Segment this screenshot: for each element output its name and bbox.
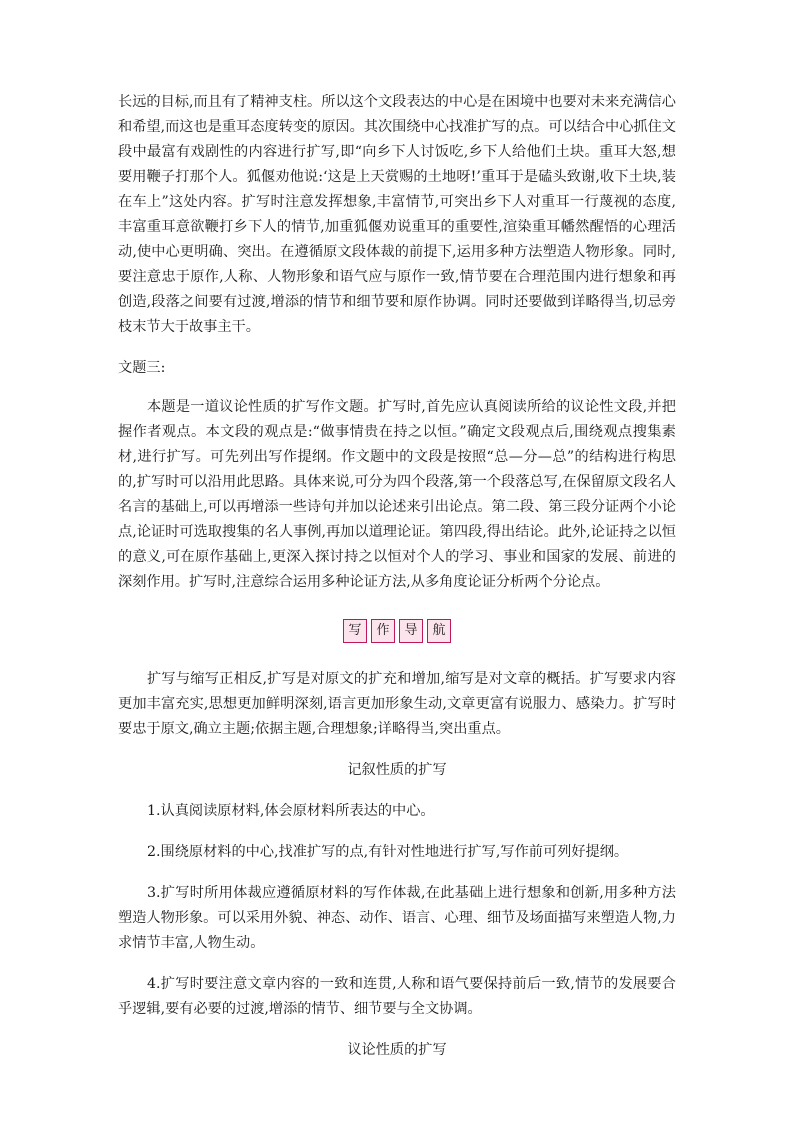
- narrative-item-2: 2.围绕原材料的中心,找准扩写的点,有针对性地进行扩写,写作前可列好提纲。: [147, 844, 629, 860]
- narrative-item-1: 1.认真阅读原材料,体会原材料所表达的中心。: [147, 803, 435, 819]
- banner-char: 写: [343, 619, 367, 643]
- banner-char: 作: [371, 619, 395, 643]
- narrative-expansion-heading: 记叙性质的扩写: [347, 762, 447, 778]
- banner-char: 导: [399, 619, 423, 643]
- writing-guide-banner: [118, 619, 676, 647]
- narrative-item-3: 3.扩写时所用体裁应遵循原材料的写作体裁,在此基础上进行想象和创新,用多种方法塑造人物形象。可以采用外貌、神态、动作、语言、心理、细节及场面描写来塑造人物,力求情节丰富,人物生动。: [118, 885, 676, 951]
- topic-3-analysis-paragraph: 本题是一道议论性质的扩写作文题。扩写时,首先应认真阅读所给的议论性文段,并把握作者观点。本文段的观点是:“做事情贵在持之以恒。”确定文段观点后,围绕观点搜集素材,进行扩写。可先列出写作提纲。作文题中的文段是按照“总—分—总”的结构进行构思的,扩写时可以沿用此思路。具体来说,可分为四个段落,第一个段落总写,在保留原文段名人名言的基础上,可以再增添一些诗句并加以论述来引出论点。第二段、第三段分证两个小论点,论证时可选取搜集的名人事例,再加以道理论证。第四段,得出结论。此外,论证持之以恒的意义,可在原作基础上,更深入探讨持之以恒对个人的学习、事业和国家的发展、前进的深刻作用。扩写时,注意综合运用多种论证方法,从多角度论证分析两个分论点。: [118, 399, 676, 590]
- narrative-item-4: 4.扩写时要注意文章内容的一致和连贯,人称和语气要保持前后一致,情节的发展要合乎逻辑,要有必要的过渡,增添的情节、细节要与全文协调。: [118, 976, 676, 1017]
- guide-intro-paragraph: 扩写与缩写正相反,扩写是对原文的扩充和增加,缩写是对文章的概括。扩写要求内容更加丰富充实,思想更加鲜明深刻,语言更加形象生动,文章更富有说服力、感染力。扩写时要忠于原文,确立主题;依据主题,合理想象;详略得当,突出重点。: [118, 671, 676, 737]
- analysis-paragraph-continued: 长远的目标,而且有了精神支柱。所以这个文段表达的中心是在困境中也要对未来充满信心和希望,而这也是重耳态度转变的原因。其次围绕中心找准扩写的点。可以结合中心抓住文段中最富有戏剧性的内容进行扩写,即“向乡下人讨饭吃,乡下人给他们土块。重耳大怒,想要用鞭子打那个人。狐偃劝他说:‘这是上天赏赐的土地呀!’重耳于是磕头致谢,收下土块,装在车上”这处内容。扩写时注意发挥想象,丰富情节,可突出乡下人对重耳一行蔑视的态度,丰富重耳意欲鞭打乡下人的情节,加重狐偃劝说重耳的重要性,渲染重耳幡然醒悟的心理活动,使中心更明确、突出。在遵循原文段体裁的前提下,运用多种方法塑造人物形象。同时,要注意忠于原作,人称、人物形象和语气应与原作一致,情节要在合理范围内进行想象和再创造,段落之间要有过渡,增添的情节和细节要和原作协调。同时还要做到详略得当,切忌旁枝末节大于故事主干。: [118, 94, 676, 335]
- section-label-topic-3: 文题三:: [118, 360, 166, 376]
- document-body: [118, 90, 676, 1063]
- banner-char: 航: [427, 619, 451, 643]
- argumentative-expansion-heading: 议论性质的扩写: [347, 1042, 447, 1058]
